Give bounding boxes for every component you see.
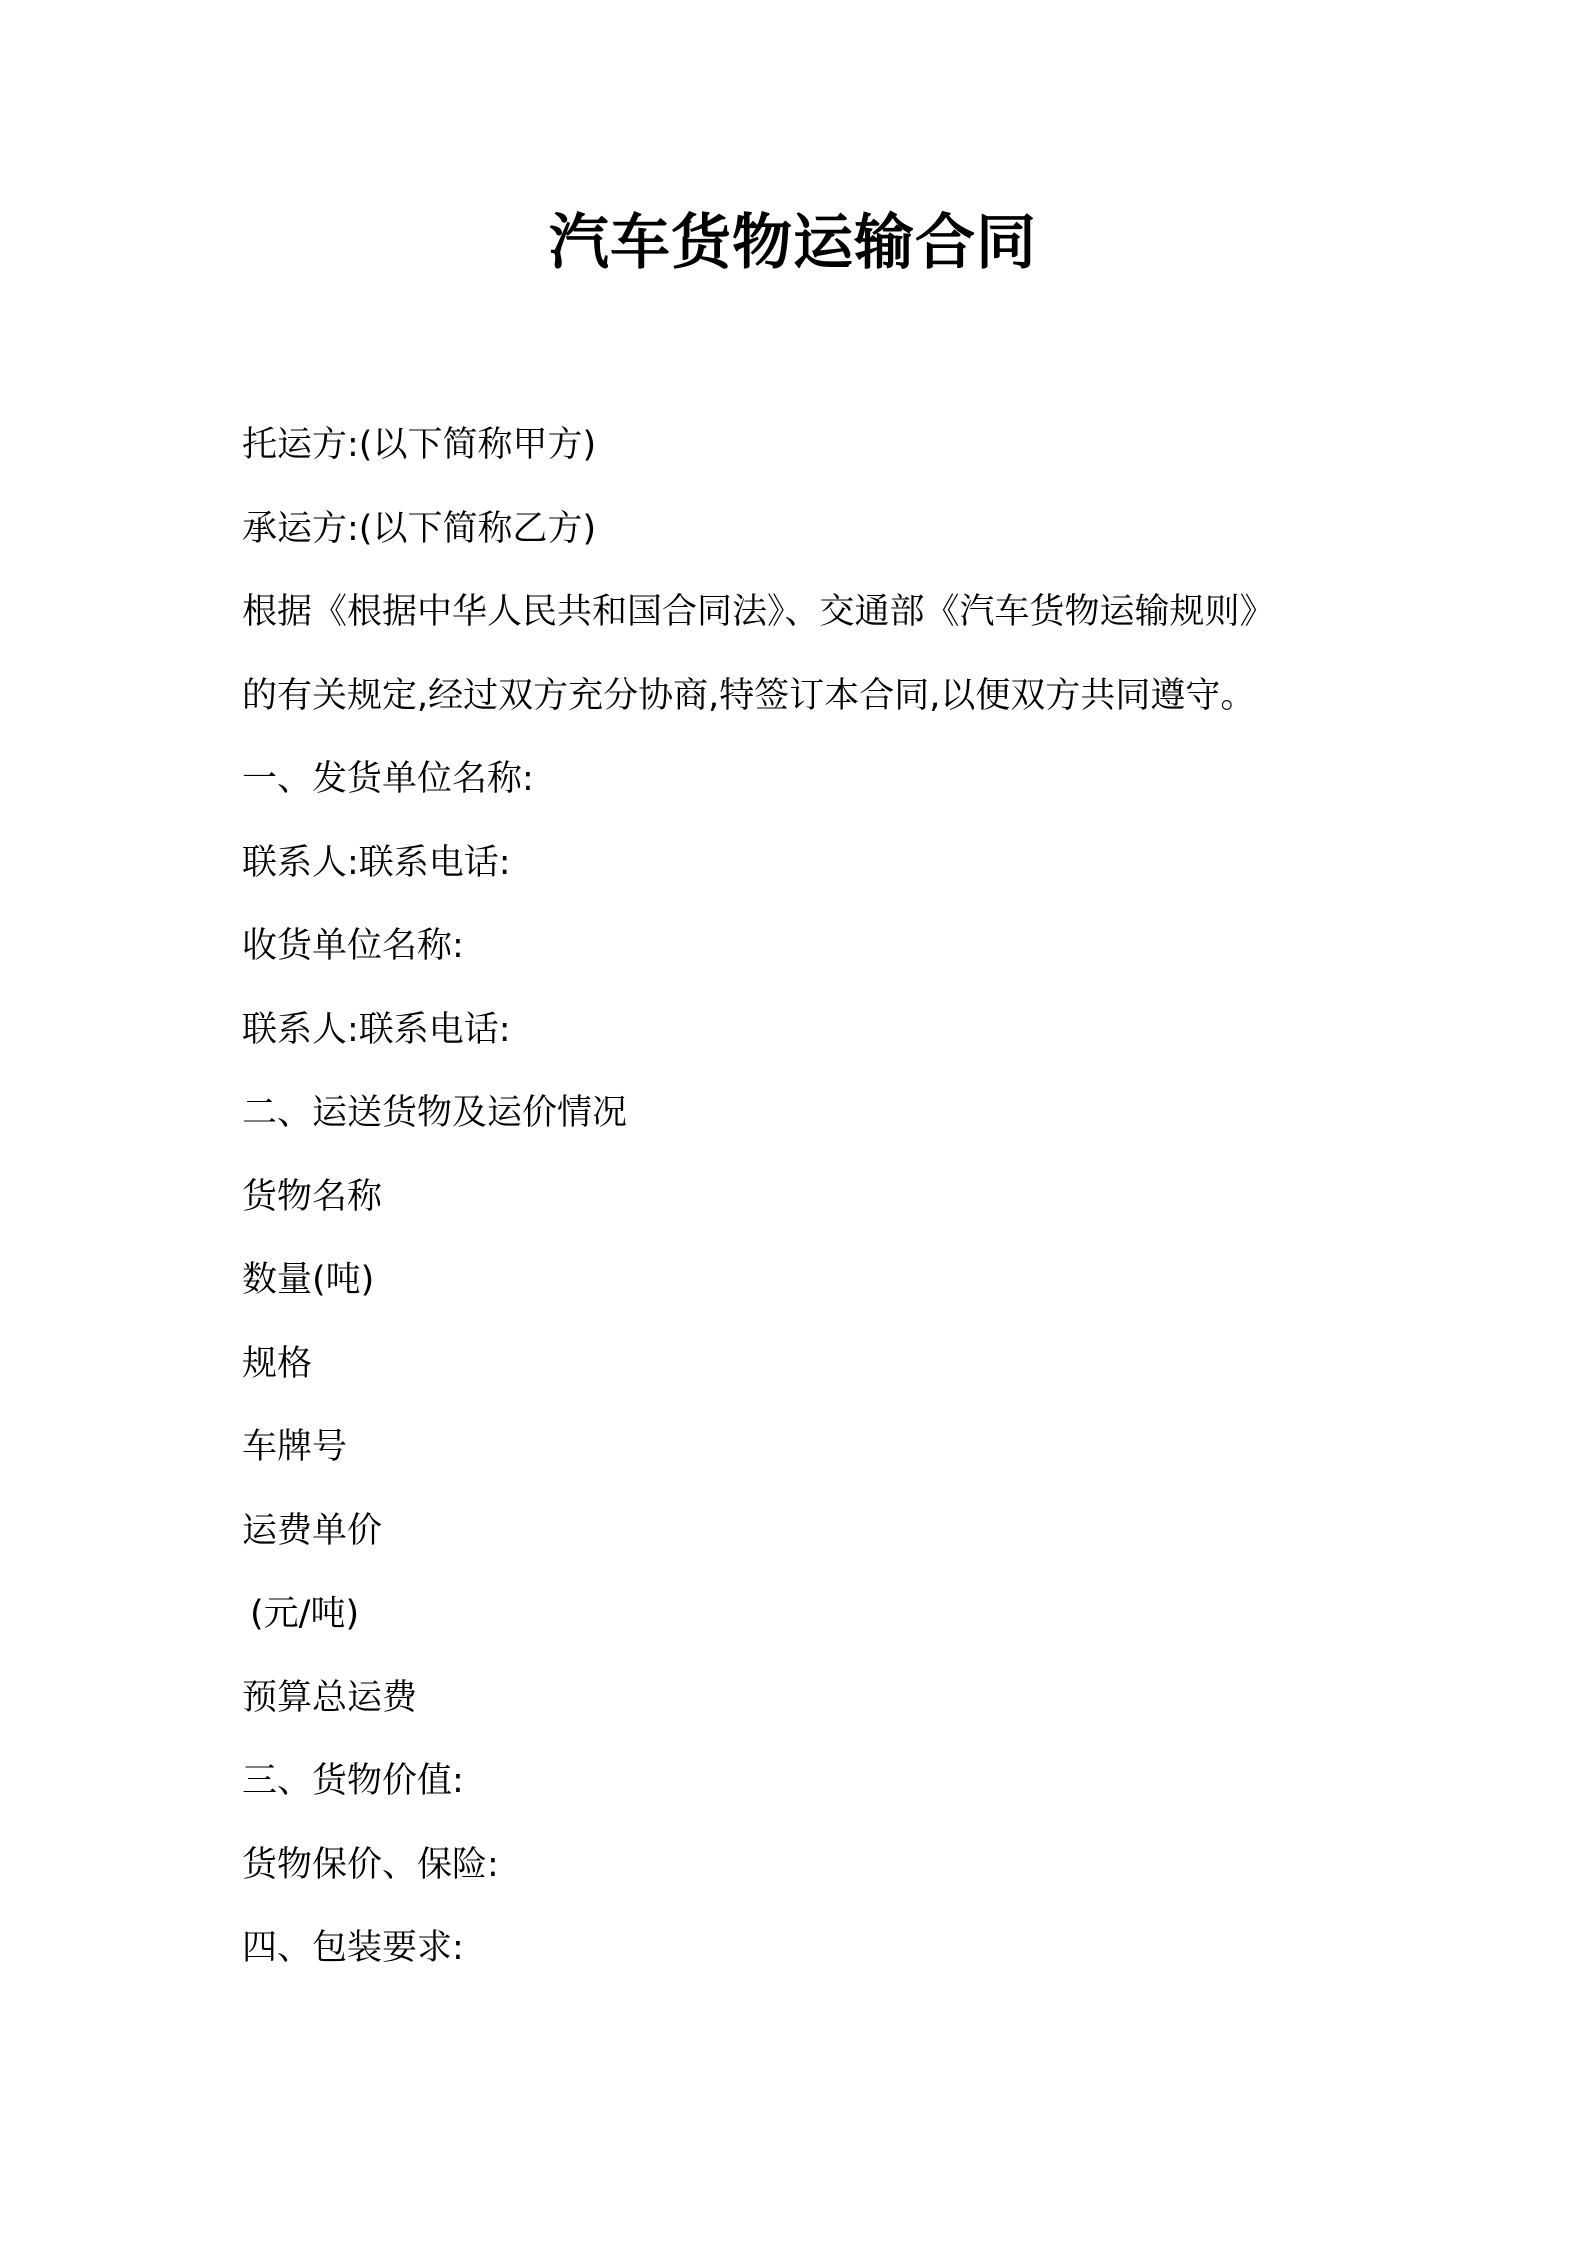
carrier-line: 承运方:(以下简称乙方) (242, 508, 597, 549)
document-body (242, 404, 1392, 1991)
unit-freight-line: 运费单价 (242, 1510, 383, 1551)
spec-line: 规格 (242, 1343, 313, 1384)
shipper-line: 托运方:(以下简称甲方) (242, 425, 597, 465)
unit-freight-unit-line: (元/吨) (250, 1594, 360, 1634)
receiver-contact-line: 联系人:联系电话: (242, 1009, 511, 1050)
budget-freight-line: 预算总运费 (242, 1677, 418, 1718)
section-3-goods-value: 三、货物价值: (242, 1761, 464, 1801)
insurance-line: 货物保价、保险: (242, 1844, 499, 1885)
goods-name-line: 货物名称 (242, 1176, 383, 1217)
sender-contact-line: 联系人:联系电话: (242, 842, 511, 883)
document-title: 汽车货物运输合同 (549, 208, 1037, 278)
plate-number-line: 车牌号 (242, 1427, 348, 1467)
section-4-packaging: 四、包装要求: (242, 1928, 464, 1968)
preamble-line-1: 根据《根据中华人民共和国合同法》、交通部《汽车货物运输规则》 (242, 592, 1275, 632)
preamble-line-2: 的有关规定,经过双方充分协商,特签订本合同,以便双方共同遵守。 (242, 675, 1256, 716)
section-1-sender-name: 一、发货单位名称: (242, 759, 534, 799)
receiver-name-line: 收货单位名称: (242, 926, 464, 966)
quantity-line: 数量(吨) (242, 1260, 375, 1300)
section-2-heading: 二、运送货物及运价情况 (242, 1093, 628, 1133)
